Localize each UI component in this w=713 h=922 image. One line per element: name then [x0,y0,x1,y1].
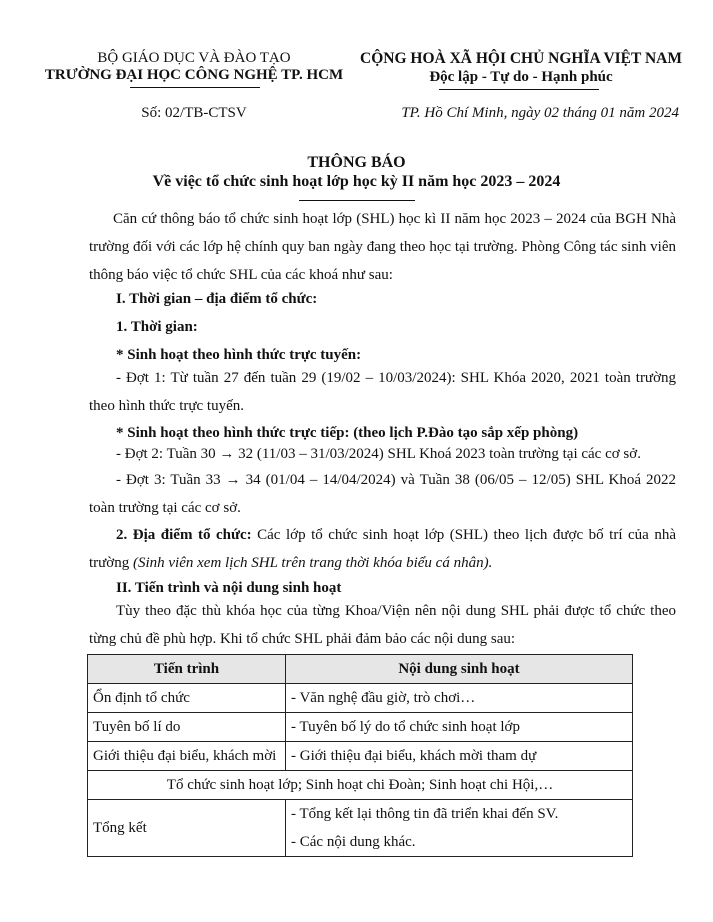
content-cell-summary [286,800,633,857]
table-row [88,742,633,771]
header-process: Tiến trình [88,655,286,684]
process-cell: Tuyên bố lí do [88,713,286,742]
document-title: THÔNG BÁO [307,154,406,171]
online-item: - Đợt 1: Từ tuần 27 đến tuần 29 (19/02 – 10/03/2024): SHL Khóa 2020, 2021 toàn trường theo hình thức trực tuyến. [89,370,676,414]
intro-paragraph: Căn cứ thông báo tổ chức sinh hoạt lớp (SHL) học kì II năm học 2023 – 2024 của BGH Nhà trường đối với các lớp hệ chính quy ban ngày đang theo học tại trường. Phòng Công tác sinh viên thông báo việc tổ chức SHL của các khoá như sau: [89,211,676,283]
header-content: Nội dung sinh hoạt [286,655,633,684]
direct-item-1: - Đợt 2: Tuần 30 → 32 (11/03 – 31/03/2024) SHL Khoá 2023 toàn trường tại các cơ sở. [116,446,641,462]
title-underline [299,200,415,201]
place-text: Các lớp tổ chức sinh hoạt lớp (SHL) theo lịch được bố trí của nhà trường [89,527,676,571]
direct-item-2: - Đợt 3: Tuần 33 → 34 (01/04 – 14/04/2024) và Tuần 38 (06/05 – 12/05) SHL Khoá 2022 toàn trường tại các cơ sở. [89,472,676,516]
motto-underline [439,89,599,90]
section-2-paragraph: Tùy theo đặc thù khóa học của từng Khoa/Viện nên nội dung SHL phải được tổ chức theo từng chủ đề phù hợp. Khi tổ chức SHL phải đảm bảo các nội dung sau: [89,603,676,647]
place-note: (Sinh viên xem lịch SHL trên trang thời khóa biểu cá nhân). [132,555,493,571]
place-and-date: TP. Hồ Chí Minh, ngày 02 tháng 01 năm 2024 [401,105,679,121]
place-label: 2. Địa điểm tổ chức: [116,527,252,543]
table-header-row [88,655,633,684]
section-2-heading: II. Tiến trình và nội dung sinh hoạt [116,580,342,596]
subsection-time-heading: 1. Thời gian: [116,319,198,335]
activity-table [87,654,633,857]
section-1-heading: I. Thời gian – địa điểm tổ chức: [116,291,318,307]
summary-item: - Tổng kết lại thông tin đã triển khai đến SV. [291,806,559,822]
document-subtitle: Về việc tổ chức sinh hoạt lớp học kỳ II năm học 2023 – 2024 [152,173,561,190]
process-cell: Giới thiệu đại biểu, khách mời [88,742,286,771]
process-cell-summary: Tổng kết [88,800,286,857]
school-underline [130,87,260,88]
content-cell: - Văn nghệ đầu giờ, trò chơi… [286,684,633,713]
table-row [88,713,633,742]
table-row-summary [88,800,633,857]
school-name: TRƯỜNG ĐẠI HỌC CÔNG NGHỆ TP. HCM [44,67,344,83]
process-cell: Ổn định tổ chức [88,684,286,713]
country-name: CỘNG HOÀ XÃ HỘI CHỦ NGHĨA VIỆT NAM [360,50,682,67]
online-heading: * Sinh hoạt theo hình thức trực tuyến: [116,347,362,363]
content-cell: - Tuyên bố lý do tổ chức sinh hoạt lớp [286,713,633,742]
table-merged-row [88,771,633,800]
table-row [88,684,633,713]
document-number: Số: 02/TB-CTSV [141,105,247,121]
summary-item: - Các nội dung khác. [291,834,416,850]
ministry-name: BỘ GIÁO DỤC VÀ ĐÀO TẠO [97,50,291,66]
content-cell: - Giới thiệu đại biểu, khách mời tham dự [286,742,633,771]
country-motto: Độc lập - Tự do - Hạnh phúc [429,69,613,85]
merged-activity-cell: Tổ chức sinh hoạt lớp; Sinh hoạt chi Đoàn; Sinh hoạt chi Hội,… [88,771,633,800]
place-paragraph [89,521,676,577]
direct-heading: * Sinh hoạt theo hình thức trực tiếp: (theo lịch P.Đào tạo sắp xếp phòng) [116,425,579,441]
